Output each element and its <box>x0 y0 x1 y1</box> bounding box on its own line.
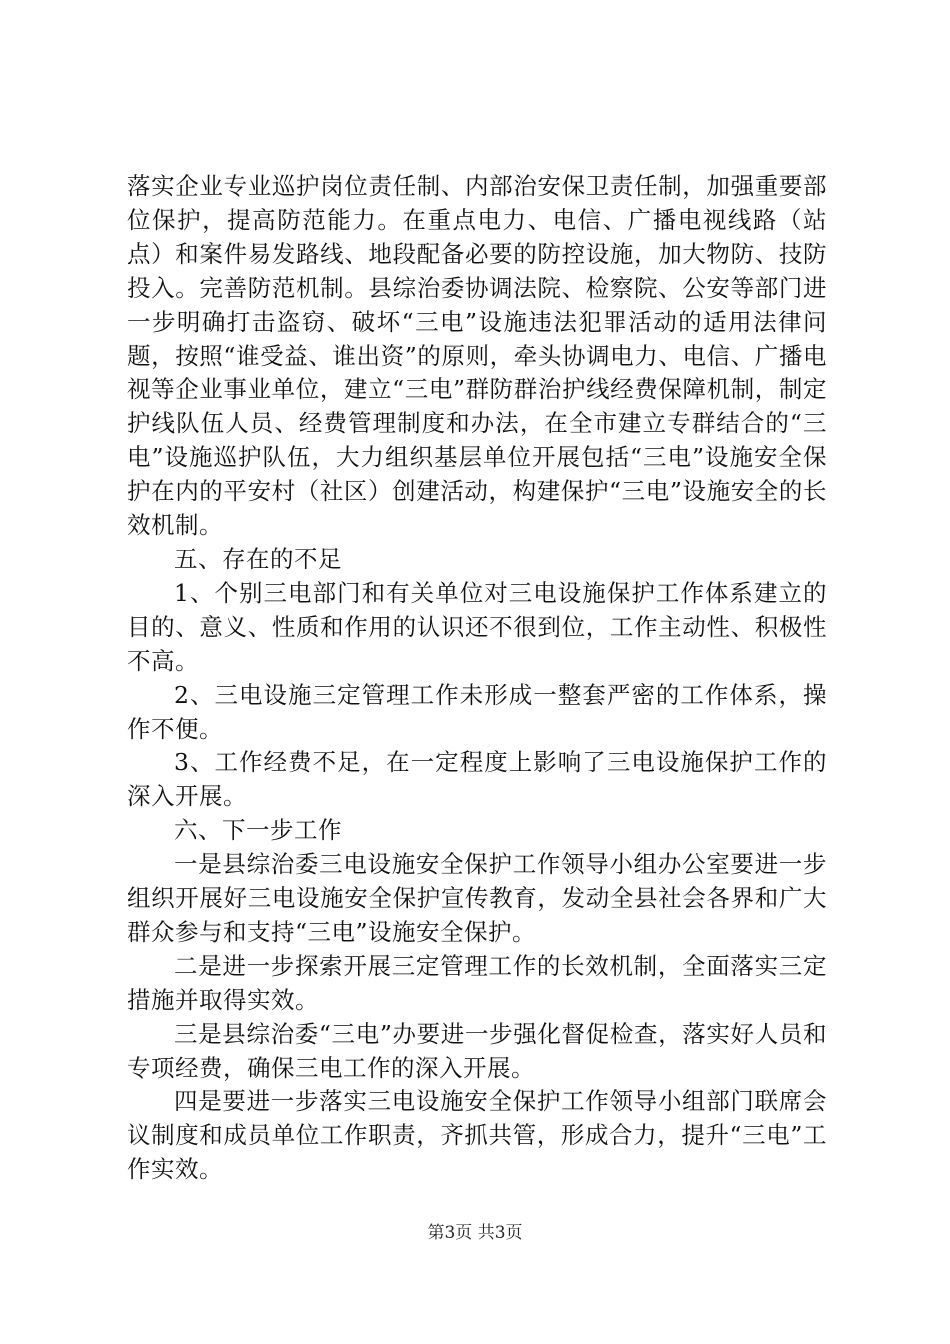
paragraph-next-step-4: 四是要进一步落实三电设施安全保护工作领导小组部门联席会议制度和成员单位工作职责，齐抓共管，形成合力，提升“三电”工作实效。 <box>127 1087 827 1184</box>
section-heading-6: 六、下一步工作 <box>174 816 342 845</box>
paragraph-1: 落实企业专业巡护岗位责任制、内部治安保卫责任制，加强重要部位保护，提高防范能力。在重点电力、电信、广播电视线路（站点）和案件易发路线、地段配备必要的防控设施，加大物防、技防投入。完善防范机制。县综治委协调法院、检察院、公安等部门进一步明确打击盗窃、破坏“三电”设施违法犯罪活动的适用法律问题，按照“谁受益、谁出资”的原则，牵头协调电力、电信、广播电视等企业事业单位，建立“三电”群防群治护线经费保障机制，制定护线队伍人员、经费管理制度和办法，在全市建立专群结合的“三电”设施巡护队伍，大力组织基层单位开展包括“三电”设施安全保护在内的平安村（社区）创建活动，构建保护“三电”设施安全的长效机制。 <box>127 172 827 540</box>
paragraph-shortcoming-3: 3、工作经费不足，在一定程度上影响了三电设施保护工作的深入开展。 <box>127 748 827 811</box>
paragraph-shortcoming-1: 1、个别三电部门和有关单位对三电设施保护工作体系建立的目的、意义、性质和作用的认识还不很到位，工作主动性、积极性不高。 <box>127 578 827 675</box>
paragraph-next-step-2: 二是进一步探索开展三定管理工作的长效机制，全面落实三定措施并取得实效。 <box>127 951 827 1014</box>
paragraph-next-step-3: 三是县综治委“三电”办要进一步强化督促检查，落实好人员和专项经费，确保三电工作的深入开展。 <box>127 1019 827 1082</box>
paragraph-next-step-1: 一是县综治委三电设施安全保护工作领导小组办公室要进一步组织开展好三电设施安全保护宣传教育，发动全县社会各界和广大群众参与和支持“三电”设施安全保护。 <box>127 850 827 946</box>
paragraph-shortcoming-2: 2、三电设施三定管理工作未形成一整套严密的工作体系，操作不便。 <box>127 680 827 743</box>
page-footer: 第3页 共3页 <box>427 1223 523 1243</box>
document-body <box>127 170 827 1187</box>
section-heading-5: 五、存在的不足 <box>174 544 342 573</box>
